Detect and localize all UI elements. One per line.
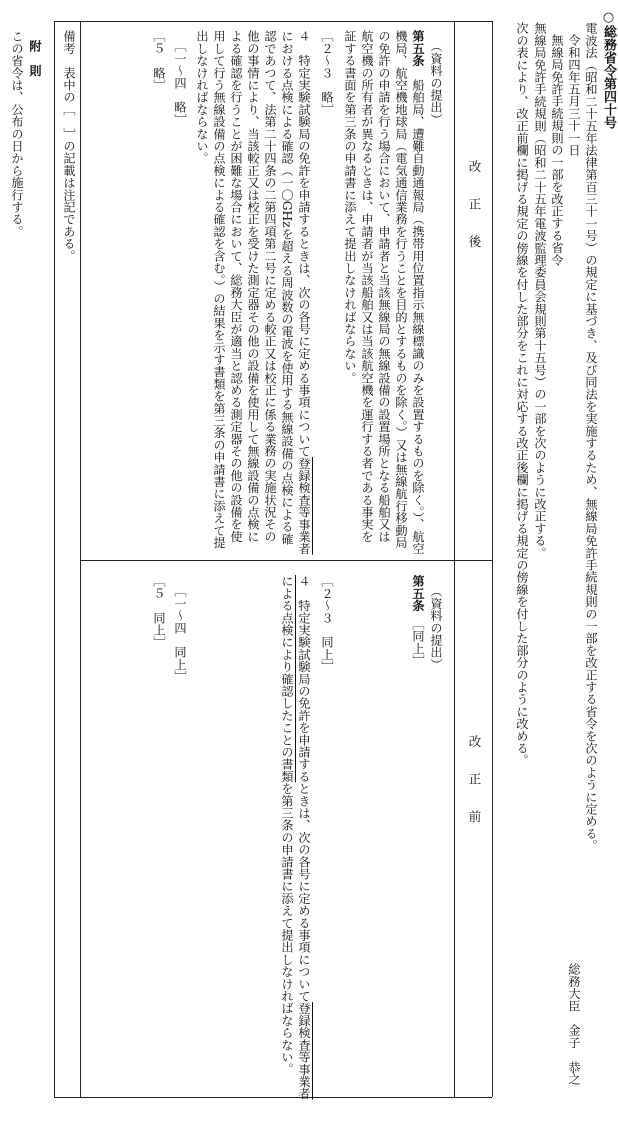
after-paragraph-4 bbox=[295, 30, 312, 555]
table-note bbox=[60, 30, 77, 262]
after-item-5: ［５ 略］ bbox=[152, 30, 166, 91]
note-column-divider bbox=[80, 21, 81, 1097]
after-caption: （資料の提出） bbox=[429, 40, 443, 126]
after-para4-line-5: よる確認を行うことが困難な場合において、総務大臣が適当と認める測定器その他の設備を使 bbox=[229, 30, 243, 543]
before-column-header: 改 正 前 bbox=[467, 735, 482, 823]
before-para4-line2-text: を第三条の申請書に添えて提出しなければならない。 bbox=[280, 782, 294, 1076]
note-label: 備考 bbox=[62, 30, 76, 55]
before-para4-line2-underlined: による点検により確認したことの書類 bbox=[280, 575, 294, 783]
after-column-header: 改 正 後 bbox=[467, 160, 482, 248]
supplementary-title: 附 則 bbox=[28, 40, 42, 77]
after-para4-line-3: 認であつて、法第二十四条の二第四項第二号に定める較正又は校正に係る業務の実施状況その bbox=[263, 30, 277, 543]
after-article-line-5: 証する書面を第三条の申請書に添えて提出しなければならない。 bbox=[343, 30, 357, 384]
before-caption: （資料の提出） bbox=[429, 585, 443, 671]
after-para4-text: 特定実験試験局の免許を申請するときは、次の各号に定める事項について bbox=[297, 54, 311, 458]
after-items-1-4: ［一～四 略］ bbox=[173, 40, 187, 126]
after-para4-line-6: 用して行う無線設備の点検による確認を含む。）の結果を示す書類を第三条の申請書に添えて提 bbox=[212, 30, 226, 549]
table-top-border bbox=[54, 21, 492, 22]
after-article-number: 第五条 bbox=[411, 30, 425, 67]
table-left-border bbox=[54, 21, 55, 1097]
before-items-2-3: ［２～３ 同上］ bbox=[320, 575, 334, 673]
after-para4-line-4: 他の事情により、当該較正又は校正を受けた測定器その他の設備を使用して無線設備の点検に bbox=[246, 30, 260, 543]
before-para4-line-2 bbox=[278, 575, 295, 1075]
after-para4-line-7: 出しなければならない。 bbox=[195, 30, 209, 165]
minister-signature: 総務大臣 金子 恭之 bbox=[567, 963, 581, 1085]
after-article-5 bbox=[409, 30, 426, 555]
table-right-border bbox=[492, 21, 493, 1097]
before-after-divider bbox=[80, 560, 492, 561]
preamble: 電波法（昭和二十五年法律第百三十一号）の規定に基づき、及び同法を実施するため、無線局免許手続規則の一部を改正する省令を次のように定める。 bbox=[584, 22, 598, 852]
after-article-line-3: の免許の申請を行う場合において、申請者と当該無線局の無線設備の設置場所となる船舶又は bbox=[377, 30, 391, 543]
enactment-date: 令和四年五月三十一日 bbox=[567, 34, 581, 156]
before-para4-text: 特定実験試験局の免許を申請するときは、次の各号に定める事項について bbox=[297, 599, 311, 1003]
after-article-line-1: 船舶局、遭難自動通報局（携帯用位置指示無線標識のみを設置するものを除く。）、航空 bbox=[411, 78, 425, 555]
after-para4-line-2: における点検による確認（一〇GHzを超える周波数の電波を使用する無線設備の点検による確 bbox=[280, 30, 294, 545]
ordinance-title: ○総務省令第四十号 bbox=[601, 10, 616, 129]
before-para4-underlined: 登録検査等事業者 bbox=[297, 1002, 311, 1100]
ordinance-name: 無線局免許手続規則の一部を改正する省令 bbox=[550, 34, 564, 266]
table-instruction: 次の表により、改正前欄に掲げる規定の傍線を付した部分をこれに対応する改正後欄に掲げる規定の傍線を付した部分のように改める。 bbox=[515, 22, 529, 767]
before-item-5: ［５ 同上］ bbox=[152, 575, 166, 649]
note-text: 表中の［ ］の記載は注記である。 bbox=[62, 66, 76, 262]
before-article-5 bbox=[409, 575, 426, 667]
after-para4-number: ４ bbox=[297, 30, 311, 43]
after-article-line-2: 機局、航空機地球局（電気通信業務を行うことを目的とするものを除く。）又は無線航行移動局 bbox=[394, 30, 408, 549]
before-article-text: ［同上］ bbox=[411, 623, 425, 667]
before-article-number: 第五条 bbox=[411, 575, 425, 612]
after-article-line-4: 航空機の所有者が異なるときは、申請者が当該船舶又は当該航空機を運行する者である事実を bbox=[360, 30, 374, 543]
after-para4-underlined: 登録検査等事業者 bbox=[297, 457, 311, 555]
after-items-2-3: ［２～３ 略］ bbox=[320, 30, 334, 116]
header-column-divider bbox=[454, 21, 455, 1097]
table-bottom-border bbox=[54, 1097, 492, 1098]
before-items-1-4: ［一～四 同上］ bbox=[173, 585, 187, 683]
supplementary-text: この省令は、公布の日から施行する。 bbox=[10, 30, 24, 238]
before-paragraph-4 bbox=[295, 575, 312, 1100]
before-para4-number: ４ bbox=[297, 575, 311, 588]
amend-statement: 無線局免許手続規則（昭和二十五年電波監理委員会規則第十五号）の一部を次のように改正する。 bbox=[533, 22, 547, 559]
